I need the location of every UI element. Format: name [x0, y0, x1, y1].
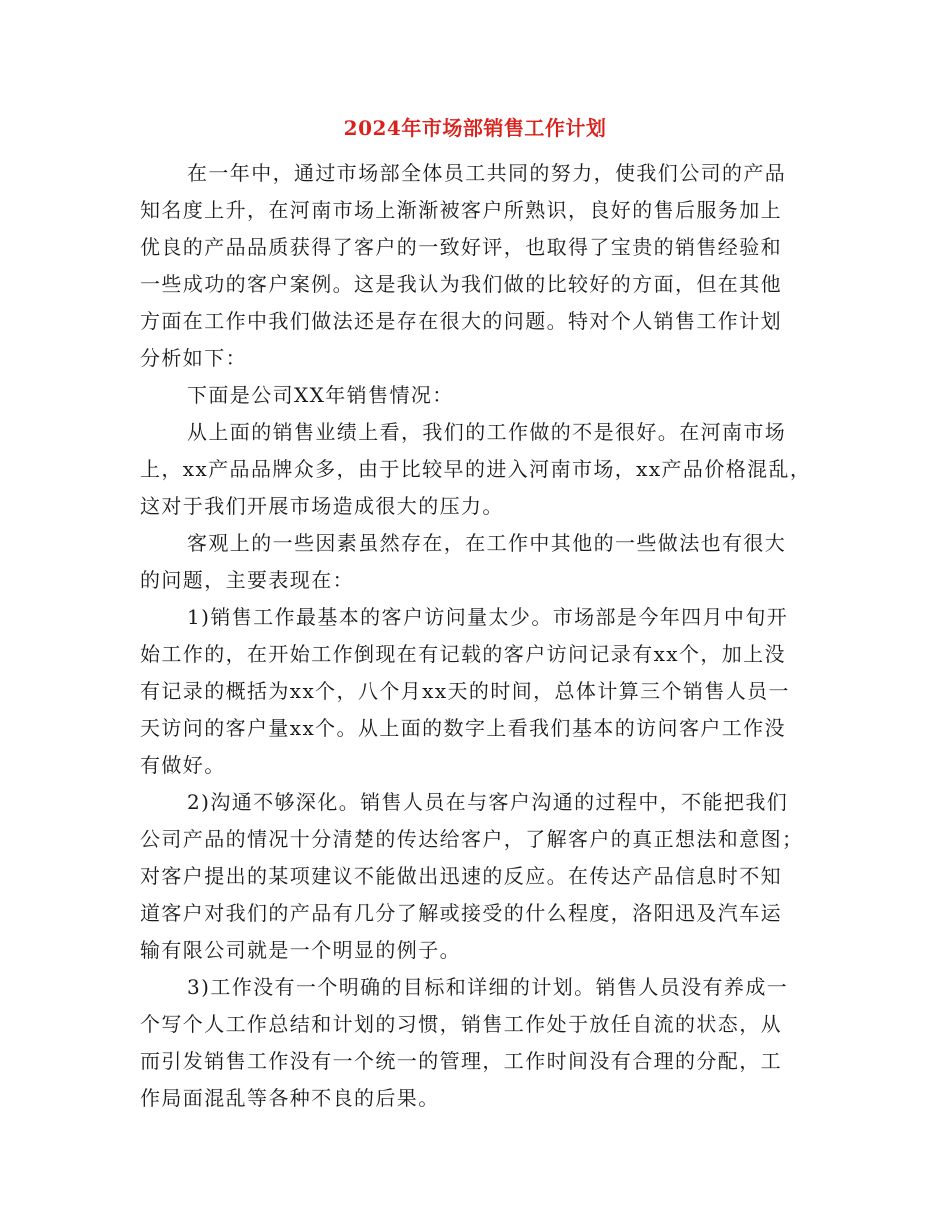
text-line: 从上面的销售业绩上看，我们的工作做的不是很好。在河南市场: [187, 420, 787, 444]
text-line: 输有限公司就是一个明显的例子。: [140, 938, 461, 962]
text-line: 3)工作没有一个明确的目标和详细的计划。销售人员没有养成一: [187, 975, 789, 999]
text-line: 这对于我们开展市场造成很大的压力。: [140, 494, 504, 518]
text-line: 方面在工作中我们做法还是存在很大的问题。特对个人销售工作计划: [140, 309, 782, 333]
text-line: 道客户对我们的产品有几分了解或接受的什么程度，洛阳迅及汽车运: [140, 901, 782, 925]
text-line: 天访问的客户量xx个。从上面的数字上看我们基本的访问客户工作没: [140, 716, 786, 740]
document-title: 2024年市场部销售工作计划: [343, 116, 607, 140]
text-line: 而引发销售工作没有一个统一的管理，工作时间没有合理的分配，工: [140, 1049, 782, 1073]
text-line: 优良的产品品质获得了客户的一致好评，也取得了宝贵的销售经验和: [140, 235, 782, 259]
text-line: 分析如下：: [140, 346, 247, 370]
text-line: 对客户提出的某项建议不能做出迅速的反应。在传达产品信息时不知: [140, 864, 782, 888]
text-line: 个写个人工作总结和计划的习惯，销售工作处于放任自流的状态，从: [140, 1012, 782, 1036]
text-line: 的问题，主要表现在：: [140, 568, 354, 592]
text-line: 下面是公司XX年销售情况：: [187, 383, 454, 407]
text-line: 始工作的，在开始工作倒现在有记载的客户访问记录有xx个，加上没: [140, 642, 786, 666]
text-line: 有记录的概括为xx个，八个月xx天的时间，总体计算三个销售人员一: [140, 679, 790, 703]
text-line: 1)销售工作最基本的客户访问量太少。市场部是今年四月中旬开: [187, 605, 789, 629]
text-line: 客观上的一些因素虽然存在，在工作中其他的一些做法也有很大: [187, 531, 787, 555]
text-line: 作局面混乱等各种不良的后果。: [140, 1086, 440, 1110]
text-line: 有做好。: [140, 753, 226, 777]
text-line: 上，xx产品品牌众多，由于比较早的进入河南市场，xx产品价格混乱，: [140, 457, 812, 481]
text-line: 知名度上升，在河南市场上渐渐被客户所熟识，良好的售后服务加上: [140, 198, 782, 222]
text-line: 公司产品的情况十分清楚的传达给客户，了解客户的真正想法和意图；: [140, 827, 804, 851]
text-line: 一些成功的客户案例。这是我认为我们做的比较好的方面，但在其他: [140, 272, 782, 296]
text-line: 在一年中，通过市场部全体员工共同的努力，使我们公司的产品: [187, 161, 787, 185]
text-line: 2)沟通不够深化。销售人员在与客户沟通的过程中，不能把我们: [187, 790, 789, 814]
